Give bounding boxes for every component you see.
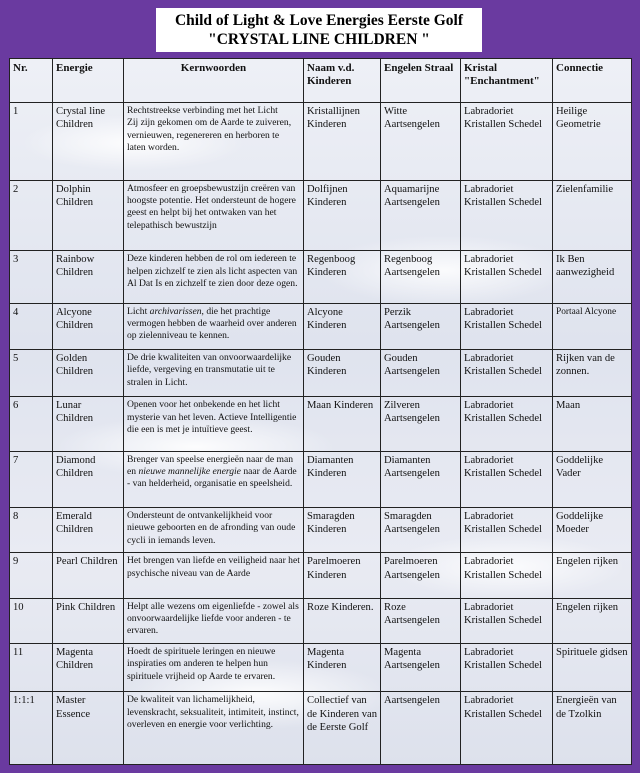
cell-nr: 11 <box>10 644 53 692</box>
cell-energie: Pearl Children <box>53 553 124 598</box>
kernwoorden-text: Brenger van speelse energieën naar de man en <box>127 453 294 477</box>
cell-energie: Emerald Children <box>53 508 124 553</box>
cell-engelen: Smaragden Aartsengelen <box>381 508 461 553</box>
header-connectie: Connectie <box>553 59 632 103</box>
kernwoorden-text: , die het prachtige vermogen hebben de waarheid over anderen op zielenniveau te kennen. <box>127 305 297 342</box>
cell-kernwoorden: Het brengen van liefde en veiligheid naar het psychische niveau van de Aarde <box>124 553 304 598</box>
cell-naam: Gouden Kinderen <box>304 349 381 396</box>
table-container <box>9 58 631 765</box>
cell-energie: Magenta Children <box>53 644 124 692</box>
cell-kristal: Labradoriet Kristallen Schedel <box>461 692 553 765</box>
cell-naam: Diamanten Kinderen <box>304 451 381 507</box>
cell-engelen: Zilveren Aartsengelen <box>381 397 461 451</box>
cell-kernwoorden <box>124 303 304 349</box>
table-row <box>10 508 632 553</box>
header-row <box>10 59 632 103</box>
cell-nr: 5 <box>10 349 53 396</box>
cell-nr: 10 <box>10 598 53 643</box>
cell-kristal: Labradoriet Kristallen Schedel <box>461 553 553 598</box>
cell-kernwoorden: Hoedt de spirituele leringen en nieuwe inspiraties om anderen te helpen hun spirituele vrijheid op Aarde te ervaren. <box>124 644 304 692</box>
cell-engelen: Aquamarijne Aartsengelen <box>381 180 461 251</box>
cell-nr: 6 <box>10 397 53 451</box>
cell-engelen: Witte Aartsengelen <box>381 103 461 181</box>
cell-energie: Lunar Children <box>53 397 124 451</box>
cell-connectie: Spirituele gidsen <box>553 644 632 692</box>
cell-kernwoorden: Atmosfeer en groepsbewustzijn creëren van hoogste potentie. Het ondersteunt de hogere geest en helpt bij het ontwaken van het telepathisch bewustzijn <box>124 180 304 251</box>
cell-kristal: Labradoriet Kristallen Schedel <box>461 103 553 181</box>
cell-connectie: Goddelijke Moeder <box>553 508 632 553</box>
cell-energie: Dolphin Children <box>53 180 124 251</box>
cell-naam: Dolfijnen Kinderen <box>304 180 381 251</box>
kernwoorden-text: Licht <box>127 305 150 317</box>
table-row <box>10 598 632 643</box>
header-engelen: Engelen Straal <box>381 59 461 103</box>
cell-kernwoorden <box>124 451 304 507</box>
cell-naam: Magenta Kinderen <box>304 644 381 692</box>
cell-kristal: Labradoriet Kristallen Schedel <box>461 251 553 303</box>
cell-nr: 9 <box>10 553 53 598</box>
header-kristal: Kristal "Enchantment" <box>461 59 553 103</box>
cell-kernwoorden: De kwaliteit van lichamelijkheid, levenskracht, seksualiteit, intimiteit, instinct, overleven en energie voor verlichting. <box>124 692 304 765</box>
cell-connectie: Goddelijke Vader <box>553 451 632 507</box>
cell-connectie: Ik Ben aanwezigheid <box>553 251 632 303</box>
page-title: Child of Light & Love Energies Eerste Golf <box>174 12 464 29</box>
table-row <box>10 251 632 303</box>
energies-table <box>9 58 632 765</box>
kernwoorden-emphasis: archivarissen <box>149 305 202 317</box>
cell-connectie: Zielenfamilie <box>553 180 632 251</box>
cell-naam: Smaragden Kinderen <box>304 508 381 553</box>
cell-energie: Master Essence <box>53 692 124 765</box>
cell-nr: 1 <box>10 103 53 181</box>
cell-connectie: Rijken van de zonnen. <box>553 349 632 396</box>
cell-naam: Regenboog Kinderen <box>304 251 381 303</box>
cell-engelen: Parelmoeren Aartsengelen <box>381 553 461 598</box>
cell-naam: Collectief van de Kinderen van de Eerste Golf <box>304 692 381 765</box>
kernwoorden-emphasis: nieuwe mannelijke energie <box>138 466 241 477</box>
cell-naam: Parelmoeren Kinderen <box>304 553 381 598</box>
header-naam: Naam v.d. Kinderen <box>304 59 381 103</box>
cell-connectie: Heilige Geometrie <box>553 103 632 181</box>
table-row <box>10 644 632 692</box>
cell-naam: Alcyone Kinderen <box>304 303 381 349</box>
kernwoorden-text: naar de Aarde - van helderheid, organisatie en speelsheid. <box>127 466 297 490</box>
cell-engelen: Aartsengelen <box>381 692 461 765</box>
table-row <box>10 692 632 765</box>
cell-kristal: Labradoriet Kristallen Schedel <box>461 508 553 553</box>
cell-kernwoorden: Openen voor het onbekende en het licht mysterie van het leven. Actieve Intelligentie die een is met je intuïtieve geest. <box>124 397 304 451</box>
cell-kernwoorden: De drie kwaliteiten van onvoorwaardelijke liefde, vergeving en transmutatie uit te stralen in Licht. <box>124 349 304 396</box>
cell-energie: Pink Children <box>53 598 124 643</box>
table-body <box>10 103 632 765</box>
cell-connectie: Maan <box>553 397 632 451</box>
cell-nr: 2 <box>10 180 53 251</box>
table-row <box>10 397 632 451</box>
table-row <box>10 349 632 396</box>
cell-energie: Alcyone Children <box>53 303 124 349</box>
cell-nr: 1:1:1 <box>10 692 53 765</box>
cell-connectie: Portaal Alcyone <box>553 303 632 349</box>
cell-engelen: Magenta Aartsengelen <box>381 644 461 692</box>
cell-energie: Golden Children <box>53 349 124 396</box>
cell-nr: 7 <box>10 451 53 507</box>
table-row <box>10 180 632 251</box>
cell-nr: 4 <box>10 303 53 349</box>
cell-engelen: Diamanten Aartsengelen <box>381 451 461 507</box>
cell-naam: Roze Kinderen. <box>304 598 381 643</box>
cell-kristal: Labradoriet Kristallen Schedel <box>461 451 553 507</box>
cell-nr: 3 <box>10 251 53 303</box>
cell-connectie: Engelen rijken <box>553 598 632 643</box>
cell-kristal: Labradoriet Kristallen Schedel <box>461 303 553 349</box>
cell-naam: Maan Kinderen <box>304 397 381 451</box>
cell-kristal: Labradoriet Kristallen Schedel <box>461 349 553 396</box>
header-nr: Nr. <box>10 59 53 103</box>
cell-energie: Crystal line Children <box>53 103 124 181</box>
cell-connectie: Engelen rijken <box>553 553 632 598</box>
cell-kristal: Labradoriet Kristallen Schedel <box>461 397 553 451</box>
cell-energie: Rainbow Children <box>53 251 124 303</box>
cell-engelen: Perzik Aartsengelen <box>381 303 461 349</box>
cell-connectie: Energieën van de Tzolkin <box>553 692 632 765</box>
table-row <box>10 303 632 349</box>
header-energie: Energie <box>53 59 124 103</box>
cell-energie: Diamond Children <box>53 451 124 507</box>
header-kernwoorden: Kernwoorden <box>124 59 304 103</box>
cell-kristal: Labradoriet Kristallen Schedel <box>461 180 553 251</box>
table-row <box>10 103 632 181</box>
cell-naam: Kristallijnen Kinderen <box>304 103 381 181</box>
cell-kristal: Labradoriet Kristallen Schedel <box>461 644 553 692</box>
cell-engelen: Gouden Aartsengelen <box>381 349 461 396</box>
cell-engelen: Roze Aartsengelen <box>381 598 461 643</box>
table-row <box>10 553 632 598</box>
cell-kernwoorden: Rechtstreekse verbinding met het Licht Zij zijn gekomen om de Aarde te zuiveren, vernieuwen, regenereren en herboren te laten worden. <box>124 103 304 181</box>
page-subtitle: "CRYSTAL LINE CHILDREN " <box>208 31 430 48</box>
cell-nr: 8 <box>10 508 53 553</box>
cell-kernwoorden: Deze kinderen hebben de rol om iedereen te helpen zichzelf te zien als licht aspecten van Al Dat Is en zichzelf te zien door deze ogen. <box>124 251 304 303</box>
cell-kristal: Labradoriet Kristallen Schedel <box>461 598 553 643</box>
cell-engelen: Regenboog Aartsengelen <box>381 251 461 303</box>
cell-kernwoorden: Helpt alle wezens om eigenliefde - zowel als onvoorwaardelijke liefde voor anderen - te ervaren. <box>124 598 304 643</box>
table-row <box>10 451 632 507</box>
title-banner <box>156 8 482 52</box>
cell-kernwoorden: Ondersteunt de ontvankelijkheid voor nieuwe geboorten en de afronding van oude cycli in iemands leven. <box>124 508 304 553</box>
